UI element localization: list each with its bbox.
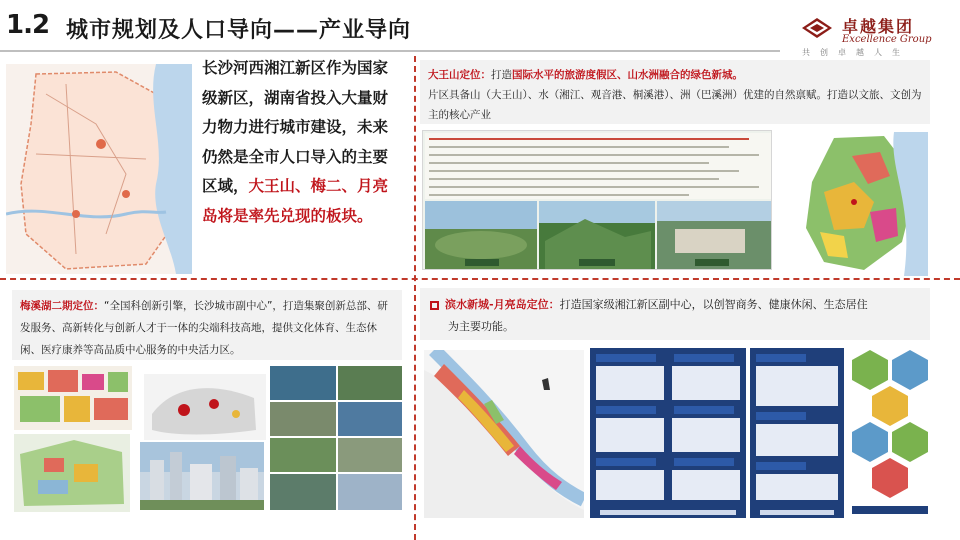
meixihu-label: 梅溪湖二期定位： xyxy=(20,300,104,312)
horizontal-separator xyxy=(0,278,960,280)
xiangjiang-district-map xyxy=(6,64,192,274)
dawangshan-landuse-map xyxy=(794,132,928,276)
intro-lead-text: 长沙河西湘江新区作为国家级新区，湖南省投入大量财力物力进行城市建设，未来仍然是全市人口导入的主要区域， xyxy=(202,59,389,195)
industry-board-1 xyxy=(590,348,746,518)
dawangshan-project-panel xyxy=(422,130,772,270)
intro-highlight-text: 大王山、梅二、月亮岛 xyxy=(202,177,389,225)
logo-mark-icon xyxy=(800,14,834,42)
meixihu-rendering-collage xyxy=(140,442,264,510)
yueliangdao-positioning-box xyxy=(420,288,930,340)
meixihu-positioning-box xyxy=(12,290,402,360)
meixihu-body: “全国科创新引擎，长沙城市副中心”，打造集聚创新总部、研发服务、高新转化与创新人才于一体的尖端科技高地，提供文化体育、生态休闲、医疗康养等高品质中心服务的中央活力区。 xyxy=(20,300,388,356)
dawangshan-intro: 打造 xyxy=(491,69,512,81)
landuse-plan-graphic xyxy=(14,366,132,430)
dawangshan-highlight: 国际水平的旅游度假区、山水洲融合的绿色新城。 xyxy=(512,69,743,81)
bullet-square-icon xyxy=(430,301,439,310)
logo-slogan: 共创卓越人生 xyxy=(802,48,910,57)
header-rule xyxy=(0,50,780,52)
site-masterplan-graphic xyxy=(14,434,130,512)
rendering-collage-graphic xyxy=(140,442,264,510)
logo-name-cn: 卓越集团 xyxy=(842,17,915,36)
company-logo xyxy=(800,12,950,64)
project-description-block xyxy=(425,133,771,199)
dawangshan-label: 大王山定位： xyxy=(428,69,491,81)
structure-plan-graphic xyxy=(144,374,266,440)
dawangshan-body: 片区具备山（大王山）、水（湘江、观音港、桐溪港）、洲（巴溪洲）优建的自然禀赋。打造以文旅、文创为主的核心产业 xyxy=(428,89,922,121)
logo-name-en: Excellence Group xyxy=(842,34,932,45)
zoning-map-graphic xyxy=(424,350,584,518)
district-map-graphic xyxy=(6,64,192,274)
hexagon-cluster-graphic xyxy=(848,348,932,518)
yueliangdao-line2: 为主要功能。 xyxy=(448,320,514,333)
aerial-photo-grid-graphic xyxy=(270,366,402,510)
landuse-map-graphic xyxy=(794,132,928,276)
meixihu-structure-plan xyxy=(144,374,266,440)
project-renderings xyxy=(425,201,771,269)
intro-tail-text: 将是率先兑现的板块。 xyxy=(217,206,373,225)
yueliangdao-zoning-map xyxy=(424,350,584,518)
meixihu-aerial-photo-grid xyxy=(270,366,402,510)
yueliangdao-label: 滨水新城-月亮岛定位： xyxy=(445,298,560,311)
industry-board-3 xyxy=(848,348,932,518)
meixihu-landuse-plan xyxy=(14,366,132,430)
meixihu-site-masterplan xyxy=(14,434,130,512)
vertical-separator xyxy=(414,56,416,540)
yueliangdao-line1: 打造国家级湘江新区副中心，以创智商务、健康休闲、生态居住 xyxy=(559,298,868,311)
industry-board-2 xyxy=(750,348,844,518)
xiangjiang-intro-text xyxy=(202,54,390,231)
page-title: 城市规划及人口导向——产业导向 xyxy=(66,18,412,43)
section-number: 1.2 xyxy=(6,10,50,40)
dawangshan-positioning-box xyxy=(420,60,930,124)
